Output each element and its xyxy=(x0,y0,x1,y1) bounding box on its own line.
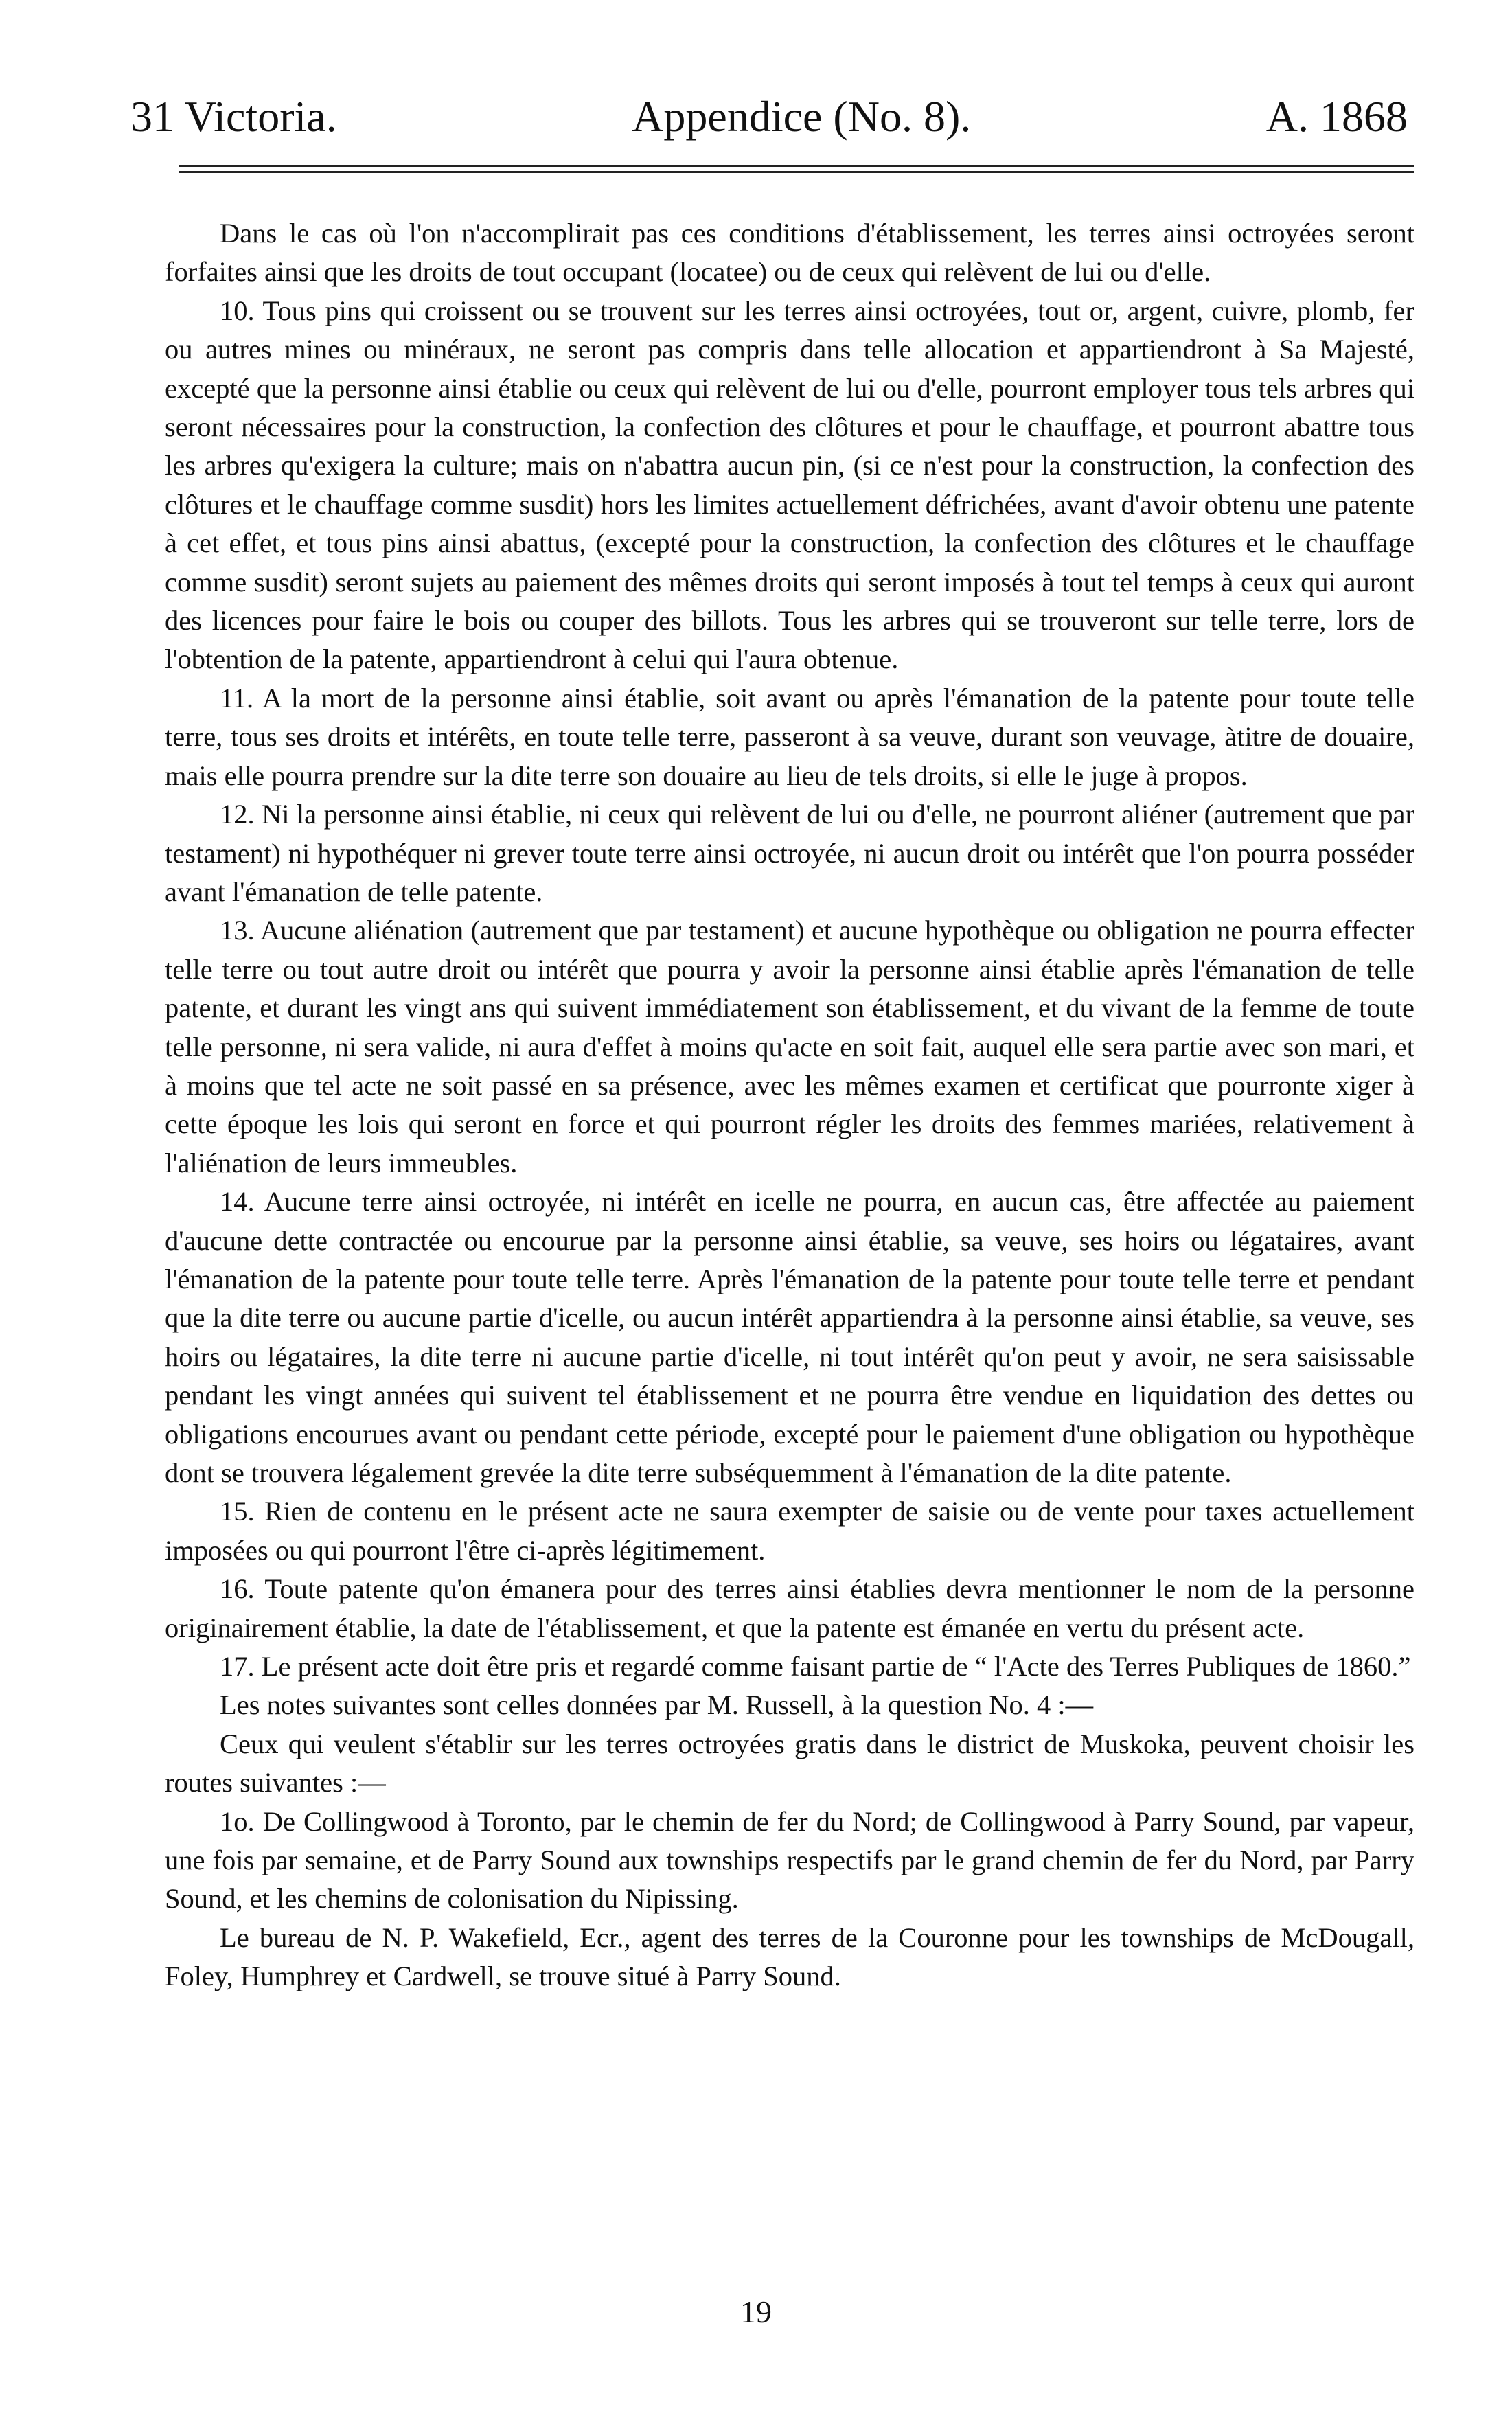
paragraph: 15. Rien de contenu en le présent acte ne saura exempter de saisie ou de vente pour taxes actuellement imposées ou qui pourront l'être ci-après légitimement. xyxy=(165,1496,1414,1566)
paragraph: 12. Ni la personne ainsi établie, ni ceux qui relèvent de lui ou d'elle, ne pourront aliéner (autrement que par testament) ni hypothéquer ni grever toute terre ainsi octroyée, ni aucun droit ou intérêt que l'on pourra posséder avant l'émanation de telle patente. xyxy=(165,799,1414,907)
header-rules xyxy=(179,165,1414,173)
document-page xyxy=(124,89,1414,1996)
paragraph: Le bureau de N. P. Wakefield, Ecr., agent des terres de la Couronne pour les townships de McDougall, Foley, Humphrey et Cardwell, se trouve situé à Parry Sound. xyxy=(165,1921,1414,1992)
paragraph: Dans le cas où l'on n'accomplirait pas ces conditions d'établissement, les terres ainsi octroyées seront forfaites ainsi que les droits de tout occupant (locatee) ou de ceux qui relèvent de lui ou d'elle. xyxy=(165,218,1414,288)
header-session: 31 Victoria. xyxy=(130,92,337,141)
header-year: A. 1868 xyxy=(1265,92,1408,141)
paragraph: 14. Aucune terre ainsi octroyée, ni intérêt en icelle ne pourra, en aucun cas, être affectée au paiement d'aucune dette contractée ou encourue par la personne ainsi établie, sa veuve, ses hoirs ou légataires, avant l'émanation de la patente pour toute telle terre. Après l'émanation de la patente pour toute telle terre et pendant que la dite terre ou aucune partie d'icelle, ou aucun intérêt appartiendra à la personne ainsi établie, sa veuve, ses hoirs ou légataires, la dite terre ni aucune partie d'icelle, ni tout intérêt qu'on peut y avoir, ne sera saisissable pendant les vingt années qui suivent tel établissement et ne pourra être vendue en liquidation des dettes ou obligations encourues avant ou pendant cette période, excepté pour le paiement d'une obligation ou hypothèque dont se trouvera légalement grevée la dite terre subséquemment à l'émanation de la dite patente. xyxy=(165,1186,1414,1488)
paragraph: 16. Toute patente qu'on émanera pour des terres ainsi établies devra mentionner le nom de la personne originairement établie, la date de l'établissement, et que la patente est émanée en vertu du présent acte. xyxy=(165,1573,1414,1643)
paragraph: 13. Aucune aliénation (autrement que par testament) et aucune hypothèque ou obligation ne pourra effecter telle terre ou tout autre droit ou intérêt que pourra y avoir la personne ainsi établie après l'émanation de telle patente, et durant les vingt ans qui suivent immédiatement son établissement, et du vivant de la femme de toute telle personne, ni sera valide, ni aura d'effet à moins qu'acte en soit fait, auquel elle sera partie avec son mari, et à moins que tel acte ne soit passé en sa présence, avec les mêmes examen et certificat que pourronte xiger à cette époque les lois qui seront en force et qui pourront régler les droits des femmes mariées, relativement à l'aliénation de leurs immeubles. xyxy=(165,915,1414,1178)
paragraph: 17. Le présent acte doit être pris et regardé comme faisant partie de “ l'Acte des Terres Publiques de 1860.” xyxy=(220,1651,1411,1682)
paragraph: 1o. De Collingwood à Toronto, par le chemin de fer du Nord; de Collingwood à Parry Sound, par vapeur, une fois par semaine, et de Parry Sound aux townships respectifs par le grand chemin de fer du Nord, par Parry Sound, et les chemins de colonisation du Nipissing. xyxy=(165,1805,1414,1915)
running-header xyxy=(124,89,1414,144)
header-title: Appendice (No. 8). xyxy=(632,92,972,141)
paragraph: 11. A la mort de la personne ainsi établie, soit avant ou après l'émanation de la patente pour toute telle terre, tous ses droits et intérêts, en toute telle terre, passeront à sa veuve, durant son veuvage, àtitre de douaire, mais elle pourra prendre sur la dite terre son douaire au lieu de tels droits, si elle le juge à propos. xyxy=(165,682,1414,791)
header-rule xyxy=(179,165,1414,167)
paragraph: Ceux qui veulent s'établir sur les terres octroyées gratis dans le district de Muskoka, peuvent choisir les routes suivantes :— xyxy=(165,1728,1414,1799)
page-number: 19 xyxy=(740,2294,772,2329)
paragraph: 10. Tous pins qui croissent ou se trouvent sur les terres ainsi octroyées, tout or, argent, cuivre, plomb, fer ou autres mines ou minéraux, ne seront pas compris dans telle allocation et appartiendront à Sa Majesté, excepté que la personne ainsi établie ou ceux qui relèvent de lui ou d'elle, pourront employer tous tels arbres qui seront nécessaires pour la construction, la confection des clôtures et pour le chauffage, et pourront abattre tous les arbres qu'exigera la culture; mais on n'abattra aucun pin, (si ce n'est pour la construction, la confection des clôtures et le chauffage comme susdit) hors les limites actuellement défrichées, avant d'avoir obtenu une patente à cet effet, et tous pins ainsi abattus, (excepté pour la construction, la confection des clôtures et le chauffage comme susdit) seront sujets au paiement des mêmes droits qui seront imposés à tout tel temps à ceux qui auront des licences pour faire le bois ou couper des billots. Tous les arbres qui se trouveront sur telle terre, lors de l'obtention de la patente, appartiendront à celui qui l'aura obtenue. xyxy=(165,295,1414,675)
header-rule xyxy=(179,171,1414,173)
paragraph: Les notes suivantes sont celles données par M. Russell, à la question No. 4 :— xyxy=(220,1689,1094,1721)
body-text xyxy=(165,214,1414,1996)
